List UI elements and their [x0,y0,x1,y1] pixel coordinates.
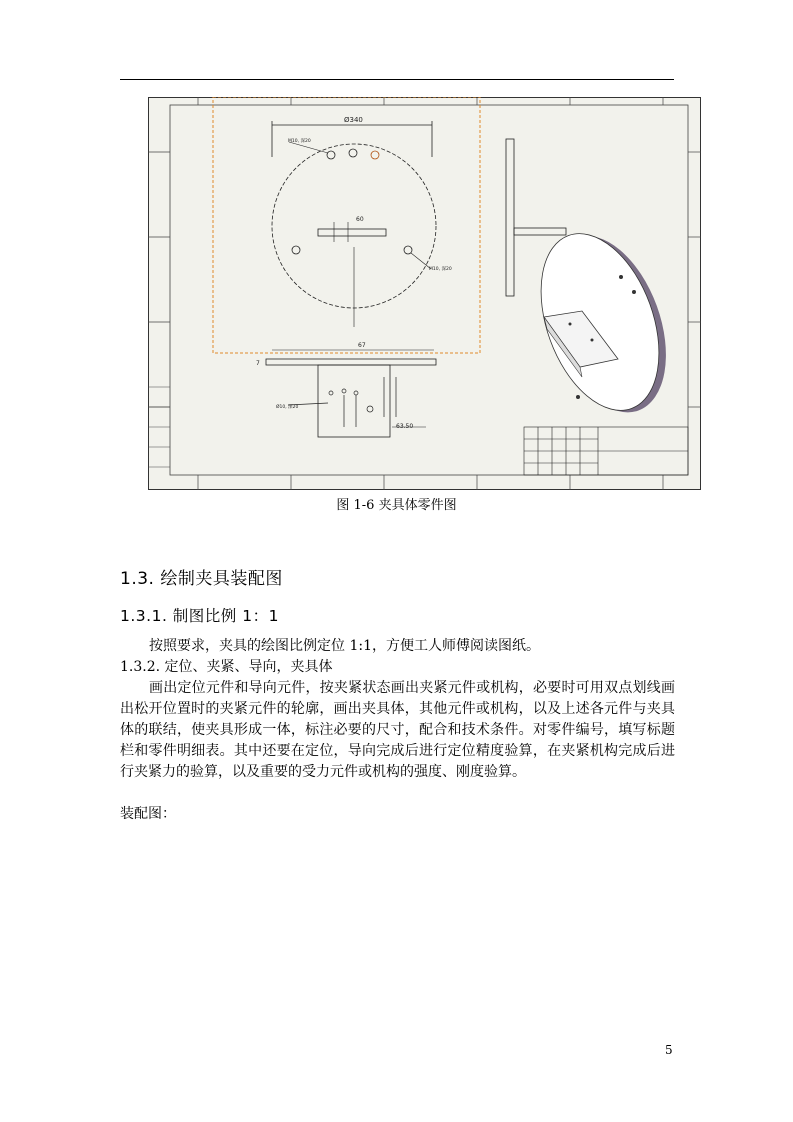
diameter-label: Ø340 [344,116,363,124]
slot-width-label: 60 [356,216,364,223]
paragraph-procedure: 画出定位元件和导向元件，按夹紧状态画出夹紧元件或机构，必要时可用双点划线画出松开位置时的夹紧元件的轮廓，画出夹具体，其他元件或机构，以及上述各元件与夹具体的联结，使夹具形成一体，标注必要的尺寸，配合和技术条件。对零件编号，填写标题栏和零件明细表。其中还要在定位，导向完成后进行定位精度验算，在夹紧机构完成后进行夹紧力的验算，以及重要的受力元件或机构的强度、刚度验算。 [120,680,675,780]
right-hole-note: M10, 深20 [429,267,452,272]
top-hole-note: M10, 深20 [288,139,311,144]
cad-drawing [148,97,701,490]
height-dim-label: 63.50 [396,423,414,430]
section-heading: 1.3. 绘制夹具装配图 [120,569,283,589]
paragraph-scale: 按照要求，夹具的绘图比例定位 1:1，方便工人师傅阅读图纸。 [149,638,540,654]
page-number: 5 [665,1043,673,1057]
side-dim-label: 7 [256,360,260,367]
front-hole-note: Ø10, 深20 [276,405,299,410]
header-rule [120,79,674,80]
paragraph-assembly-label: 装配图： [120,806,176,822]
subsection-heading-2: 1.3.2. 定位、夹紧、导向，夹具体 [120,659,333,675]
base-width-label: 67 [358,342,366,349]
figure-caption: 图 1-6 夹具体零件图 [336,498,457,513]
part-drawing-figure [148,97,701,490]
subsection-heading: 1.3.1. 制图比例 1：1 [120,607,279,625]
